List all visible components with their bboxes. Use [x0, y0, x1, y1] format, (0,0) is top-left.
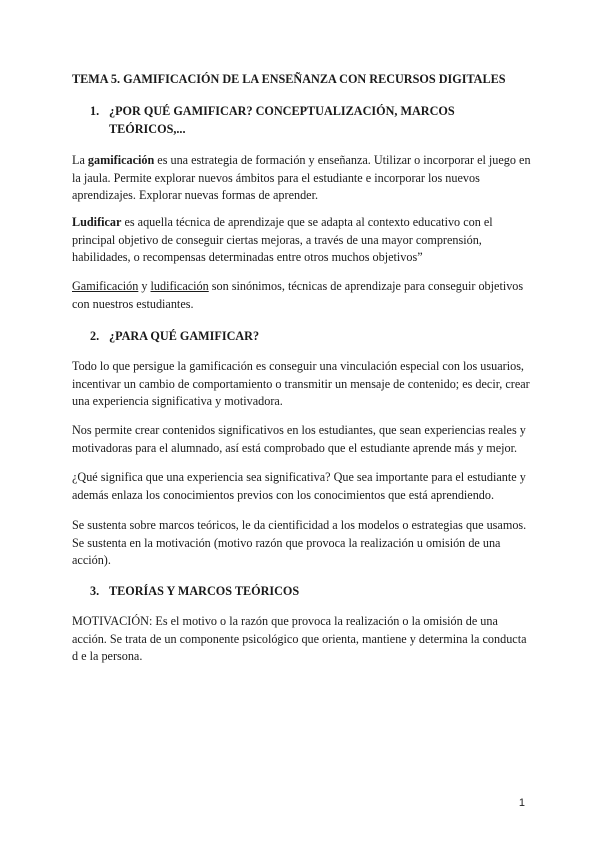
paragraph-text: La	[72, 153, 88, 167]
bold-term: Ludificar	[72, 215, 122, 229]
bold-term: gamificación	[87, 153, 155, 167]
section-heading-2	[90, 327, 489, 345]
page-number: 1	[518, 797, 525, 809]
paragraph-persigue: Todo lo que persigue la gamificación es conseguir una vinculación especial con los usuarios, incentivar un cambio de comportamiento o transmitir un mensaje de contenido; es decir, crear una experiencia significativa y motivadora.	[72, 359, 530, 408]
section-number: 1.	[90, 104, 100, 118]
section-number: 3.	[90, 584, 100, 598]
section-title: ¿POR QUÉ GAMIFICAR? CONCEPTUALIZACIÓN, MARCOS TEÓRICOS,...	[109, 104, 455, 136]
document-title: TEMA 5. GAMIFICACIÓN DE LA ENSEÑANZA CON RECURSOS DIGITALES	[72, 72, 506, 86]
paragraph-text: son sinónimos, técnicas de aprendizaje para conseguir objetivos con nuestros estudiantes.	[72, 279, 524, 311]
underlined-term: ludificación	[150, 279, 209, 293]
underlined-term: Gamificación	[72, 279, 139, 293]
paragraph-ludificar	[72, 214, 532, 267]
paragraph-text: es una estrategia de formación y enseñanza. Utilizar o incorporar el juego en la jaula. Permite explorar nuevos ámbitos para el estudiante e incorporar los nuevos aprendizajes. Explorar nuevas formas de aprender.	[72, 153, 531, 202]
paragraph-text: es aquella técnica de aprendizaje que se adapta al contexto educativo con el principal objetivo de conseguir ciertas mejoras, a través de una mayor comprensión, habilidades, o recompensas determinadas entre otros muchos objetivos”	[72, 215, 493, 264]
section-number: 2.	[90, 329, 100, 343]
paragraph-sinonimos	[72, 278, 532, 313]
section-title: TEORÍAS Y MARCOS TEÓRICOS	[109, 584, 300, 598]
paragraph-motivacion: MOTIVACIÓN: Es el motivo o la razón que provoca la realización o la omisión de una acción. Se trata de un componente psicológico que orienta, mantiene y determina la conducta d e la persona.	[72, 614, 527, 663]
section-title: ¿PARA QUÉ GAMIFICAR?	[109, 329, 260, 343]
section-heading-3	[90, 582, 489, 600]
paragraph-sustenta: Se sustenta sobre marcos teóricos, le da cientificidad a los modelos o estrategias que usamos. Se sustenta en la motivación (motivo razón que provoca la realización u omisión de una acción).	[72, 518, 527, 567]
paragraph-text: y	[138, 279, 151, 293]
section-heading-1	[90, 102, 489, 138]
paragraph-significativa: ¿Qué significa que una experiencia sea significativa? Que sea importante para el estudiante y además enlaza los conocimientos previos con los conocimientos que está aprendiendo.	[72, 470, 526, 502]
paragraph-contenidos: Nos permite crear contenidos significativos en los estudiantes, que sean experiencias reales y motivadoras para el alumnado, así está comprobado que el estudiante aprende más y mejor.	[72, 423, 526, 455]
paragraph-gamificacion	[72, 152, 532, 205]
